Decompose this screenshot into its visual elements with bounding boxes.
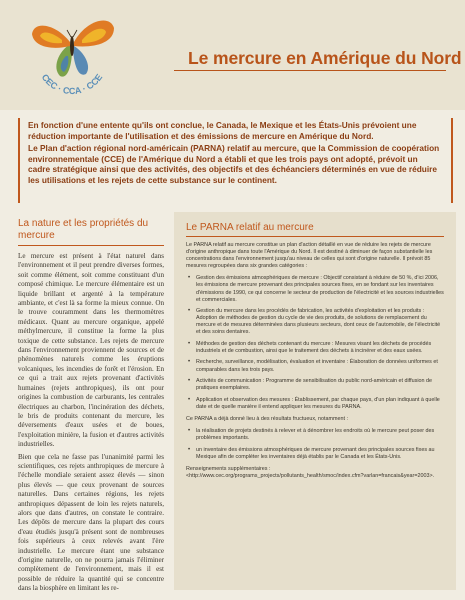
parna-sidebar [174, 212, 456, 590]
category-text: Application et observation des mesures : Établissement, par chaque pays, d'un plan indiquant à quelle date et de quelle manière il entend appliquer les mesures du PARNA. [196, 396, 440, 410]
list-item [186, 378, 444, 392]
intro-paragraph-1: En fonction d'une entente qu'ils ont conclue, le Canada, le Mexique et les États-Unis prévoient une réduction importante de l'utilisation et des émissions de mercure en Amérique du Nord. [28, 120, 417, 141]
intro-text [28, 120, 442, 188]
left-paragraph-1: Le mercure est présent à l'état naturel dans l'environnement et il peut prendre diverses formes, soit comme élément, soit comme constituant d'un composé chimique. Le mercure élémentaire est un liquide brillant et argenté à la température ambiante, et c'est là sa forme la mieux connue. On le trouve couramment dans les thermomètres médicaux. Quant au mercure organique, appelé méthylmercure, il constitue la forme la plus toxique de cette substance. Les rejets de mercure dans l'environnement proviennent de sources et de phénomènes naturels comme les éruptions volcaniques, les incendies de forêt et l'érosion. En ce qui a trait aux rejets provenant d'activités humaines (rejets anthropiques), ils ont pour origines la combustion de carburants, les centrales électriques au charbon, l'incinération des déchets, le bris de produits contenant du mercure, les déversements d'eaux usées et de boues, l'exploitation minière, la fusion et d'autres activités industrielles. [18, 252, 164, 449]
right-intro: Le PARNA relatif au mercure constitue un plan d'action détaillé en vue de réduire les rejets de mercure d'origine anthropique dans toute l'Amérique du Nord. Il est destiné à diminuer de façon substantielle les concentrations dans l'environnement jusqu'au niveau de celles qui sont d'origine naturelle. Il prévoit 85 mesures regroupées dans six grandes catégories : [186, 242, 433, 270]
bullet-icon: • [188, 340, 191, 347]
page-title: Le mercure en Amérique du Nord [188, 48, 462, 68]
left-paragraph-2: Bien que cela ne fasse pas l'unanimité parmi les scientifiques, ces rejets anthropiques de mercure à l'échelle mondiale seraient assez élevés — sinon plus élevés — que ceux provenant de sources naturelles. Dans certaines régions, les rejets anthropiques dépassent de loin les rejets naturels, alors que dans d'autres, on constate le contraire. Les dépôts de mercure dans la plupart des cours d'eau étudiés jusqu'à présent sont de nombreuses fois supérieurs à ceux relevés avant l'ère industrielle. Le mercure étant une substance d'origine naturelle, on ne pourra jamais l'éliminer complètement de l'environnement, mais il est possible de réduire la quantité qui se concentre dans la biosphère en limitant les re- [18, 452, 164, 593]
category-text: Gestion du mercure dans les procédés de fabrication, les activités d'exploitation et les produits : Adoption de méthodes de gestion du cycle de vie des produits, de solutions de remplacement du mercure et de mesures déterminées dans plusieurs secteurs, dont ceux de l'automobile, de l'électricité et des soins dentaires. [196, 308, 441, 336]
bullet-icon: • [188, 275, 191, 282]
cec-logo [22, 6, 122, 110]
bullet-icon: • [188, 308, 191, 315]
bullet-icon: • [188, 396, 191, 403]
svg-text:CEC · CCA · CCE [40, 72, 105, 96]
intro-paragraph-2: Le Plan d'action régional nord-américain (PARNA) relatif au mercure, que la Commission de coopération environnementale (CCE) de l'Amérique du Nord a établi et que les trois pays ont adopté, prévoit un cadre stratégique ainsi que des activités, des objectifs et des échéanciers déterminés en vue de réduire les utilisations et les rejets de cette substance sur le continent. [28, 143, 440, 185]
list-item [186, 308, 444, 336]
list-item [186, 428, 444, 442]
bullet-icon: • [188, 427, 191, 434]
title-rule [174, 70, 446, 71]
list-item [186, 275, 444, 303]
logo-text: CEC · CCA · CCE [39, 72, 105, 97]
category-text: Gestion des émissions atmosphériques de mercure : Objectif consistant à réduire de 50 %, d'ici 2006, les émissions de mercure provenant des principales sources fixes, en se fondant sur les inventaires d'émissions de 1990, ce qui concerne le secteur de production de l'électricité et les sources industrielles et commerciales. [196, 275, 444, 303]
butterfly-logo-icon [22, 6, 122, 110]
results-list [186, 428, 444, 461]
intro-box [18, 118, 453, 203]
category-text: Recherche, surveillance, modélisation, évaluation et inventaire : Élaboration de données uniformes et comparables dans les trois pays. [196, 359, 438, 373]
bullet-icon: • [188, 359, 191, 366]
results-intro: Ce PARNA a déjà donné lieu à des résultats fructueux, notamment : [186, 415, 349, 422]
right-body [186, 242, 444, 485]
list-item [186, 341, 444, 355]
category-list [186, 275, 444, 410]
bullet-icon: • [188, 378, 191, 385]
category-text: Activités de communication : Programme de sensibilisation du public nord-américain et diffusion de pratiques exemplaires. [196, 378, 433, 392]
list-item [186, 359, 444, 373]
bullet-icon: • [188, 446, 191, 453]
more-info[interactable]: Renseignements supplémentaires : <http://www.cec.org/programs_projects/pollutants_health/smoc/index.cfm?varlan=francais&year=2003>. [186, 465, 435, 479]
left-heading: La nature et les propriétés du mercure [18, 218, 164, 246]
list-item [186, 447, 444, 461]
right-heading: Le PARNA relatif au mercure [186, 222, 444, 237]
left-column [18, 218, 164, 600]
result-text: un inventaire des émissions atmosphériques de mercure provenant des principales sources fixes au Mexique afin de compléter les inventaires déjà établis par le Canada et les États-Unis. [196, 446, 435, 460]
category-text: Méthodes de gestion des déchets contenant du mercure : Mesures visant les déchets de procédés industriels et de combustion, ainsi que le traitement des déchets à incinérer et des eaux usées. [196, 340, 432, 354]
list-item [186, 397, 444, 411]
result-text: la réalisation de projets destinés à relever et à dénombrer les endroits où le mercure peut poser des problèmes importants. [196, 427, 435, 442]
